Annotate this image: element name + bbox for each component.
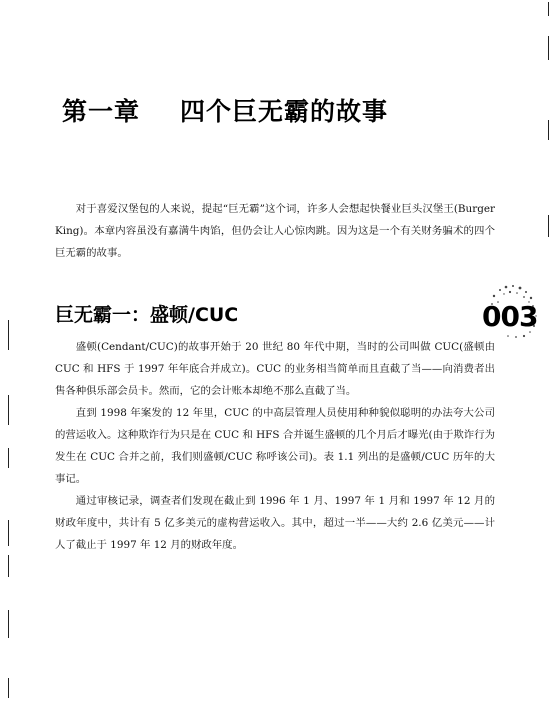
scan-edge-line <box>548 120 549 140</box>
scan-edge-line <box>8 520 9 546</box>
scan-edge-line <box>8 395 9 425</box>
scan-edge-line <box>8 448 9 468</box>
body-paragraph: 直到 1998 年案发的 12 年里，CUC 的中高层管理人员使用种种貌似聪明的办法夸大公司的营运收入。这种欺诈行为只是在 CUC 和 HFS 合并诞生盛顿的几个月后才曝光(由于欺诈行为发生在 CUC 合并之前，我们则盛顿/CUC 称呼该公司)。表 1.1 列出的是盛顿/CUC 历年的大事记。 <box>55 407 495 485</box>
page-number: 003 <box>482 300 538 333</box>
chapter-title <box>62 92 388 128</box>
scan-edge-line <box>8 320 9 350</box>
body-paragraph: 盛顿(Cendant/CUC)的故事开始于 20 世纪 80 年代中期，当时的公司叫做 CUC(盛顿由 CUC 和 HFS 于 1997 年年底合并成立)。CUC 的业务相当简单而且直截了当——向消费者出售各种俱乐部会员卡。然而，它的会计账本却绝不那么直截了当。 <box>55 341 495 397</box>
chapter-number: 第一章 <box>62 97 141 126</box>
section-title: 巨无霸一：盛顿/CUC <box>55 304 239 326</box>
intro-paragraph: 对于喜爱汉堡包的人来说，提起“巨无霸”这个词，许多人会想起快餐业巨头汉堡王(Burger King)。本章内容虽没有嘉满牛肉馅，但仍会让人心惊肉跳。因为这是一个有关财务骗术的四个巨无霸的故事。 <box>55 203 495 259</box>
body-text <box>55 336 495 556</box>
scan-edge-line <box>8 678 9 698</box>
body-paragraph: 通过审核记录，调查者们发现在截止到 1996 年 1 月、1997 年 1 月和 1997 年 12 月的财政年度中，共计有 5 亿多美元的虚构营运收入。其中，超过一半——大约 2.6 亿美元——计人了截止于 1997 年 12 月的财政年度。 <box>55 495 495 551</box>
scan-edge-line <box>548 2 549 16</box>
scan-edge-line <box>8 555 9 577</box>
scan-edge-line <box>8 610 9 638</box>
chapter-name: 四个巨无霸的故事 <box>180 97 389 126</box>
scan-edge-line <box>548 215 549 237</box>
scan-edge-line <box>548 36 549 60</box>
